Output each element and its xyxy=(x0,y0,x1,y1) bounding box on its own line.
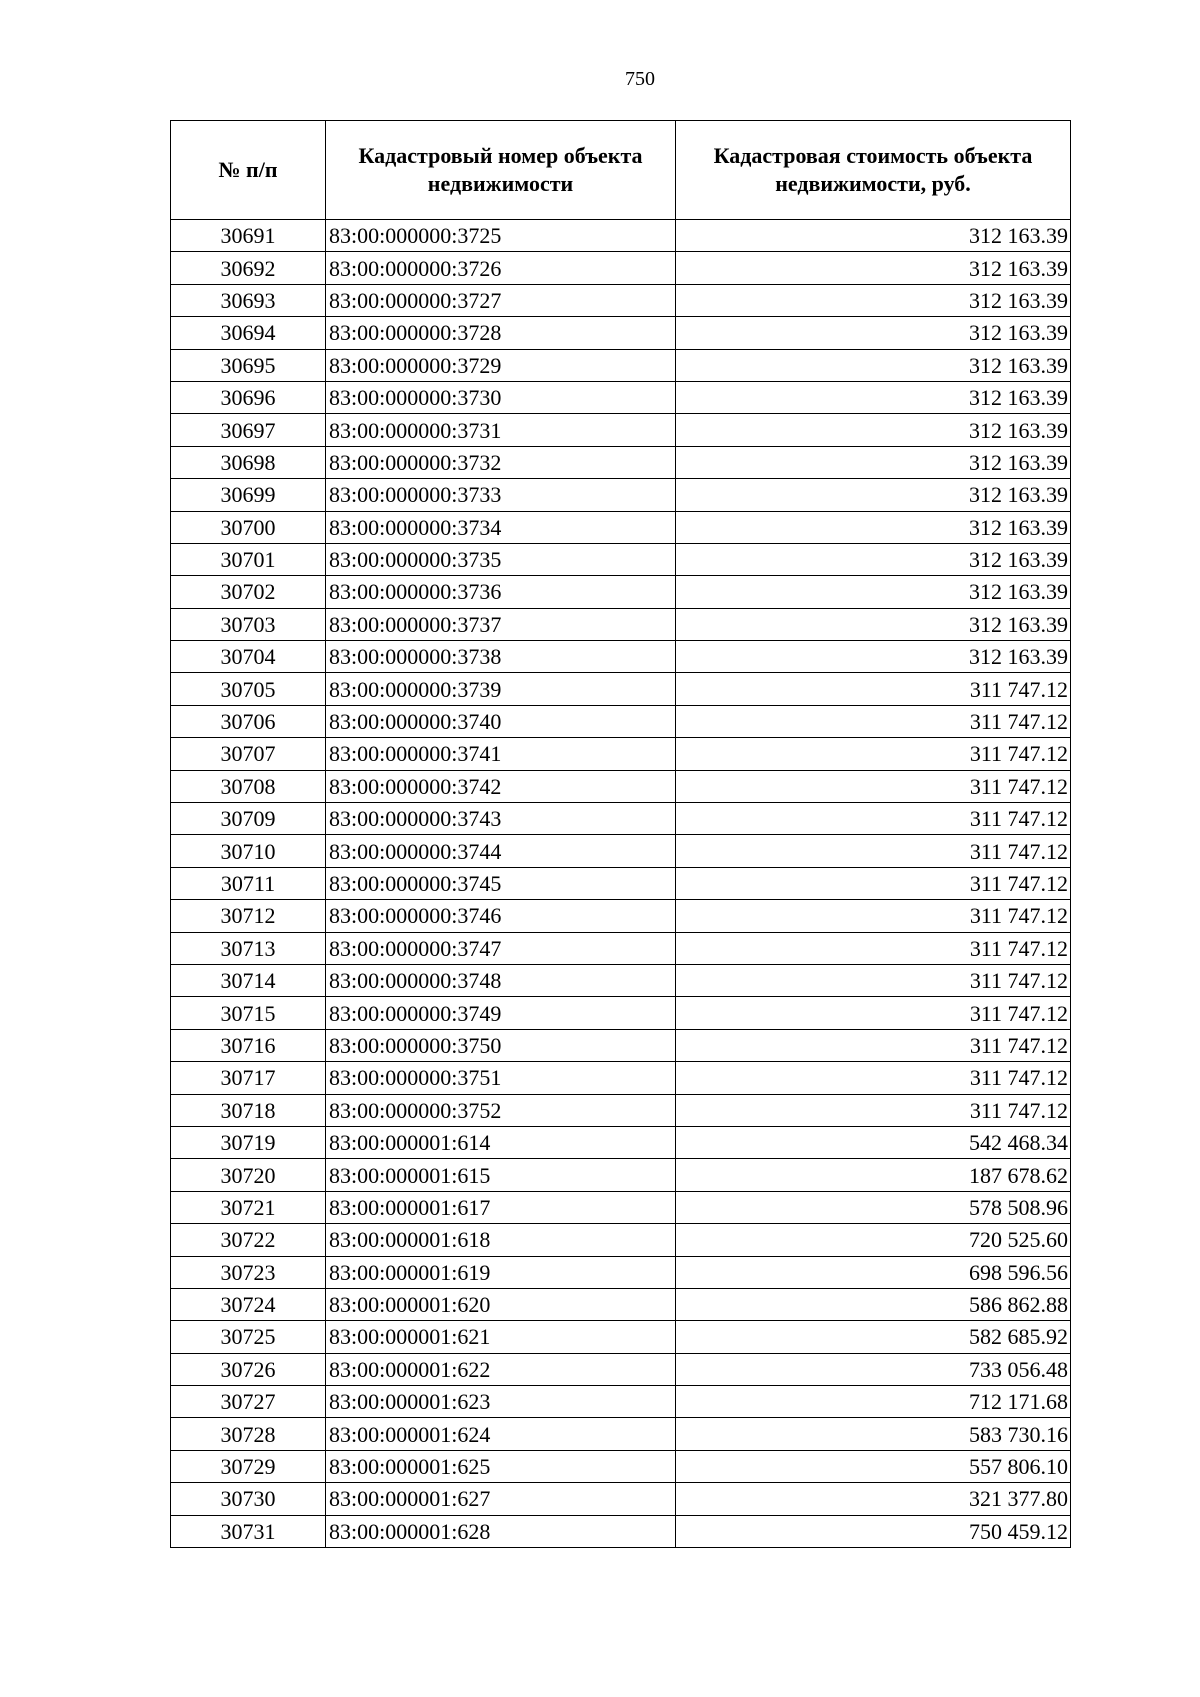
row-number-cell: 30717 xyxy=(171,1062,326,1094)
cadastral-number-cell: 83:00:000000:3750 xyxy=(326,1029,676,1061)
cadastral-number-cell: 83:00:000001:624 xyxy=(326,1418,676,1450)
column-header-cadastral-number: Кадастровый номер объекта недвижимости xyxy=(326,121,676,220)
cadastral-number-cell: 83:00:000000:3738 xyxy=(326,641,676,673)
cadastral-number-cell: 83:00:000000:3746 xyxy=(326,900,676,932)
row-number-cell: 30729 xyxy=(171,1450,326,1482)
row-number-cell: 30731 xyxy=(171,1515,326,1547)
table-row xyxy=(171,543,1071,575)
cadastral-value-cell: 312 163.39 xyxy=(676,576,1071,608)
cadastral-value-cell: 578 508.96 xyxy=(676,1191,1071,1223)
table-row xyxy=(171,1386,1071,1418)
cadastral-value-cell: 586 862.88 xyxy=(676,1288,1071,1320)
cadastral-value-cell: 312 163.39 xyxy=(676,543,1071,575)
table-row xyxy=(171,1353,1071,1385)
table-row xyxy=(171,964,1071,996)
cadastral-value-cell: 311 747.12 xyxy=(676,1094,1071,1126)
cadastral-number-cell: 83:00:000000:3733 xyxy=(326,479,676,511)
cadastral-value-cell: 311 747.12 xyxy=(676,932,1071,964)
table-row xyxy=(171,1288,1071,1320)
table-row xyxy=(171,511,1071,543)
cadastral-value-cell: 312 163.39 xyxy=(676,381,1071,413)
row-number-cell: 30727 xyxy=(171,1386,326,1418)
table-row xyxy=(171,932,1071,964)
row-number-cell: 30704 xyxy=(171,641,326,673)
cadastral-number-cell: 83:00:000000:3747 xyxy=(326,932,676,964)
cadastral-number-cell: 83:00:000000:3752 xyxy=(326,1094,676,1126)
table-row xyxy=(171,317,1071,349)
cadastral-value-cell: 312 163.39 xyxy=(676,446,1071,478)
cadastral-value-cell: 312 163.39 xyxy=(676,479,1071,511)
table-body xyxy=(171,220,1071,1548)
cadastral-number-cell: 83:00:000000:3730 xyxy=(326,381,676,413)
table-row xyxy=(171,381,1071,413)
table-row xyxy=(171,1224,1071,1256)
cadastral-number-cell: 83:00:000001:623 xyxy=(326,1386,676,1418)
table-row xyxy=(171,1094,1071,1126)
cadastral-value-cell: 542 468.34 xyxy=(676,1126,1071,1158)
page-number: 750 xyxy=(625,68,655,90)
cadastral-number-cell: 83:00:000001:628 xyxy=(326,1515,676,1547)
cadastral-number-cell: 83:00:000001:627 xyxy=(326,1483,676,1515)
table-row xyxy=(171,1191,1071,1223)
cadastral-value-cell: 312 163.39 xyxy=(676,220,1071,252)
table-row xyxy=(171,1450,1071,1482)
table-row xyxy=(171,1483,1071,1515)
cadastral-value-cell: 312 163.39 xyxy=(676,414,1071,446)
table-row xyxy=(171,1321,1071,1353)
cadastral-value-cell: 733 056.48 xyxy=(676,1353,1071,1385)
cadastral-number-cell: 83:00:000000:3731 xyxy=(326,414,676,446)
row-number-cell: 30722 xyxy=(171,1224,326,1256)
row-number-cell: 30721 xyxy=(171,1191,326,1223)
cadastral-number-cell: 83:00:000000:3736 xyxy=(326,576,676,608)
cadastral-value-cell: 187 678.62 xyxy=(676,1159,1071,1191)
row-number-cell: 30703 xyxy=(171,608,326,640)
cadastral-number-cell: 83:00:000000:3745 xyxy=(326,867,676,899)
cadastral-value-cell: 750 459.12 xyxy=(676,1515,1071,1547)
cadastral-value-cell: 698 596.56 xyxy=(676,1256,1071,1288)
cadastral-number-cell: 83:00:000000:3726 xyxy=(326,252,676,284)
cadastral-value-cell: 321 377.80 xyxy=(676,1483,1071,1515)
cadastral-value-cell: 311 747.12 xyxy=(676,867,1071,899)
row-number-cell: 30723 xyxy=(171,1256,326,1288)
row-number-cell: 30713 xyxy=(171,932,326,964)
cadastral-value-table xyxy=(170,120,1071,1548)
row-number-cell: 30697 xyxy=(171,414,326,446)
row-number-cell: 30706 xyxy=(171,705,326,737)
cadastral-value-cell: 557 806.10 xyxy=(676,1450,1071,1482)
cadastral-number-cell: 83:00:000000:3732 xyxy=(326,446,676,478)
row-number-cell: 30714 xyxy=(171,964,326,996)
cadastral-value-cell: 311 747.12 xyxy=(676,1029,1071,1061)
cadastral-value-cell: 311 747.12 xyxy=(676,673,1071,705)
cadastral-number-cell: 83:00:000001:617 xyxy=(326,1191,676,1223)
table-row xyxy=(171,414,1071,446)
cadastral-number-cell: 83:00:000000:3741 xyxy=(326,738,676,770)
row-number-cell: 30715 xyxy=(171,997,326,1029)
row-number-cell: 30691 xyxy=(171,220,326,252)
cadastral-value-cell: 311 747.12 xyxy=(676,900,1071,932)
cadastral-value-cell: 583 730.16 xyxy=(676,1418,1071,1450)
row-number-cell: 30724 xyxy=(171,1288,326,1320)
table-row xyxy=(171,220,1071,252)
cadastral-value-cell: 312 163.39 xyxy=(676,511,1071,543)
row-number-cell: 30694 xyxy=(171,317,326,349)
cadastral-number-cell: 83:00:000000:3751 xyxy=(326,1062,676,1094)
table-row xyxy=(171,252,1071,284)
row-number-cell: 30695 xyxy=(171,349,326,381)
cadastral-value-cell: 312 163.39 xyxy=(676,641,1071,673)
row-number-cell: 30716 xyxy=(171,1029,326,1061)
table-row xyxy=(171,705,1071,737)
cadastral-number-cell: 83:00:000000:3740 xyxy=(326,705,676,737)
table-row xyxy=(171,1126,1071,1158)
cadastral-number-cell: 83:00:000001:619 xyxy=(326,1256,676,1288)
cadastral-number-cell: 83:00:000001:614 xyxy=(326,1126,676,1158)
cadastral-number-cell: 83:00:000000:3727 xyxy=(326,284,676,316)
cadastral-number-cell: 83:00:000000:3737 xyxy=(326,608,676,640)
row-number-cell: 30712 xyxy=(171,900,326,932)
cadastral-value-cell: 311 747.12 xyxy=(676,964,1071,996)
row-number-cell: 30698 xyxy=(171,446,326,478)
row-number-cell: 30728 xyxy=(171,1418,326,1450)
table-row xyxy=(171,641,1071,673)
cadastral-value-cell: 312 163.39 xyxy=(676,608,1071,640)
row-number-cell: 30696 xyxy=(171,381,326,413)
table-row xyxy=(171,803,1071,835)
cadastral-value-cell: 582 685.92 xyxy=(676,1321,1071,1353)
table-row xyxy=(171,673,1071,705)
row-number-cell: 30711 xyxy=(171,867,326,899)
row-number-cell: 30719 xyxy=(171,1126,326,1158)
cadastral-value-cell: 720 525.60 xyxy=(676,1224,1071,1256)
cadastral-number-cell: 83:00:000001:620 xyxy=(326,1288,676,1320)
row-number-cell: 30708 xyxy=(171,770,326,802)
table-header-row xyxy=(171,121,1071,220)
table-row xyxy=(171,284,1071,316)
row-number-cell: 30720 xyxy=(171,1159,326,1191)
cadastral-number-cell: 83:00:000001:618 xyxy=(326,1224,676,1256)
cadastral-number-cell: 83:00:000001:615 xyxy=(326,1159,676,1191)
column-header-number: № п/п xyxy=(171,121,326,220)
table-row xyxy=(171,900,1071,932)
row-number-cell: 30692 xyxy=(171,252,326,284)
column-header-cadastral-value: Кадастровая стоимость объекта недвижимости, руб. xyxy=(676,121,1071,220)
cadastral-value-cell: 312 163.39 xyxy=(676,284,1071,316)
row-number-cell: 30707 xyxy=(171,738,326,770)
table-row xyxy=(171,608,1071,640)
table-row xyxy=(171,446,1071,478)
cadastral-number-cell: 83:00:000000:3743 xyxy=(326,803,676,835)
row-number-cell: 30705 xyxy=(171,673,326,705)
table-row xyxy=(171,738,1071,770)
row-number-cell: 30701 xyxy=(171,543,326,575)
cadastral-value-cell: 311 747.12 xyxy=(676,835,1071,867)
table-row xyxy=(171,997,1071,1029)
table-row xyxy=(171,479,1071,511)
row-number-cell: 30702 xyxy=(171,576,326,608)
cadastral-value-cell: 311 747.12 xyxy=(676,1062,1071,1094)
cadastral-value-cell: 311 747.12 xyxy=(676,803,1071,835)
cadastral-number-cell: 83:00:000001:621 xyxy=(326,1321,676,1353)
table-row xyxy=(171,576,1071,608)
cadastral-number-cell: 83:00:000000:3739 xyxy=(326,673,676,705)
row-number-cell: 30726 xyxy=(171,1353,326,1385)
cadastral-number-cell: 83:00:000000:3735 xyxy=(326,543,676,575)
row-number-cell: 30730 xyxy=(171,1483,326,1515)
row-number-cell: 30709 xyxy=(171,803,326,835)
cadastral-number-cell: 83:00:000000:3749 xyxy=(326,997,676,1029)
table-row xyxy=(171,1418,1071,1450)
table-row xyxy=(171,1159,1071,1191)
cadastral-number-cell: 83:00:000001:622 xyxy=(326,1353,676,1385)
cadastral-number-cell: 83:00:000000:3744 xyxy=(326,835,676,867)
cadastral-value-cell: 712 171.68 xyxy=(676,1386,1071,1418)
cadastral-value-cell: 311 747.12 xyxy=(676,770,1071,802)
row-number-cell: 30710 xyxy=(171,835,326,867)
cadastral-number-cell: 83:00:000000:3734 xyxy=(326,511,676,543)
row-number-cell: 30725 xyxy=(171,1321,326,1353)
row-number-cell: 30700 xyxy=(171,511,326,543)
cadastral-number-cell: 83:00:000000:3748 xyxy=(326,964,676,996)
row-number-cell: 30718 xyxy=(171,1094,326,1126)
cadastral-value-cell: 311 747.12 xyxy=(676,705,1071,737)
table-row xyxy=(171,1029,1071,1061)
cadastral-number-cell: 83:00:000000:3728 xyxy=(326,317,676,349)
cadastral-number-cell: 83:00:000000:3725 xyxy=(326,220,676,252)
table-row xyxy=(171,867,1071,899)
table-row xyxy=(171,835,1071,867)
row-number-cell: 30699 xyxy=(171,479,326,511)
cadastral-number-cell: 83:00:000000:3729 xyxy=(326,349,676,381)
cadastral-number-cell: 83:00:000001:625 xyxy=(326,1450,676,1482)
cadastral-value-cell: 312 163.39 xyxy=(676,349,1071,381)
table-row xyxy=(171,1515,1071,1547)
table-row xyxy=(171,1062,1071,1094)
cadastral-value-cell: 311 747.12 xyxy=(676,738,1071,770)
table-row xyxy=(171,1256,1071,1288)
cadastral-value-cell: 312 163.39 xyxy=(676,252,1071,284)
table-row xyxy=(171,349,1071,381)
cadastral-value-cell: 312 163.39 xyxy=(676,317,1071,349)
table-row xyxy=(171,770,1071,802)
cadastral-value-cell: 311 747.12 xyxy=(676,997,1071,1029)
row-number-cell: 30693 xyxy=(171,284,326,316)
cadastral-number-cell: 83:00:000000:3742 xyxy=(326,770,676,802)
